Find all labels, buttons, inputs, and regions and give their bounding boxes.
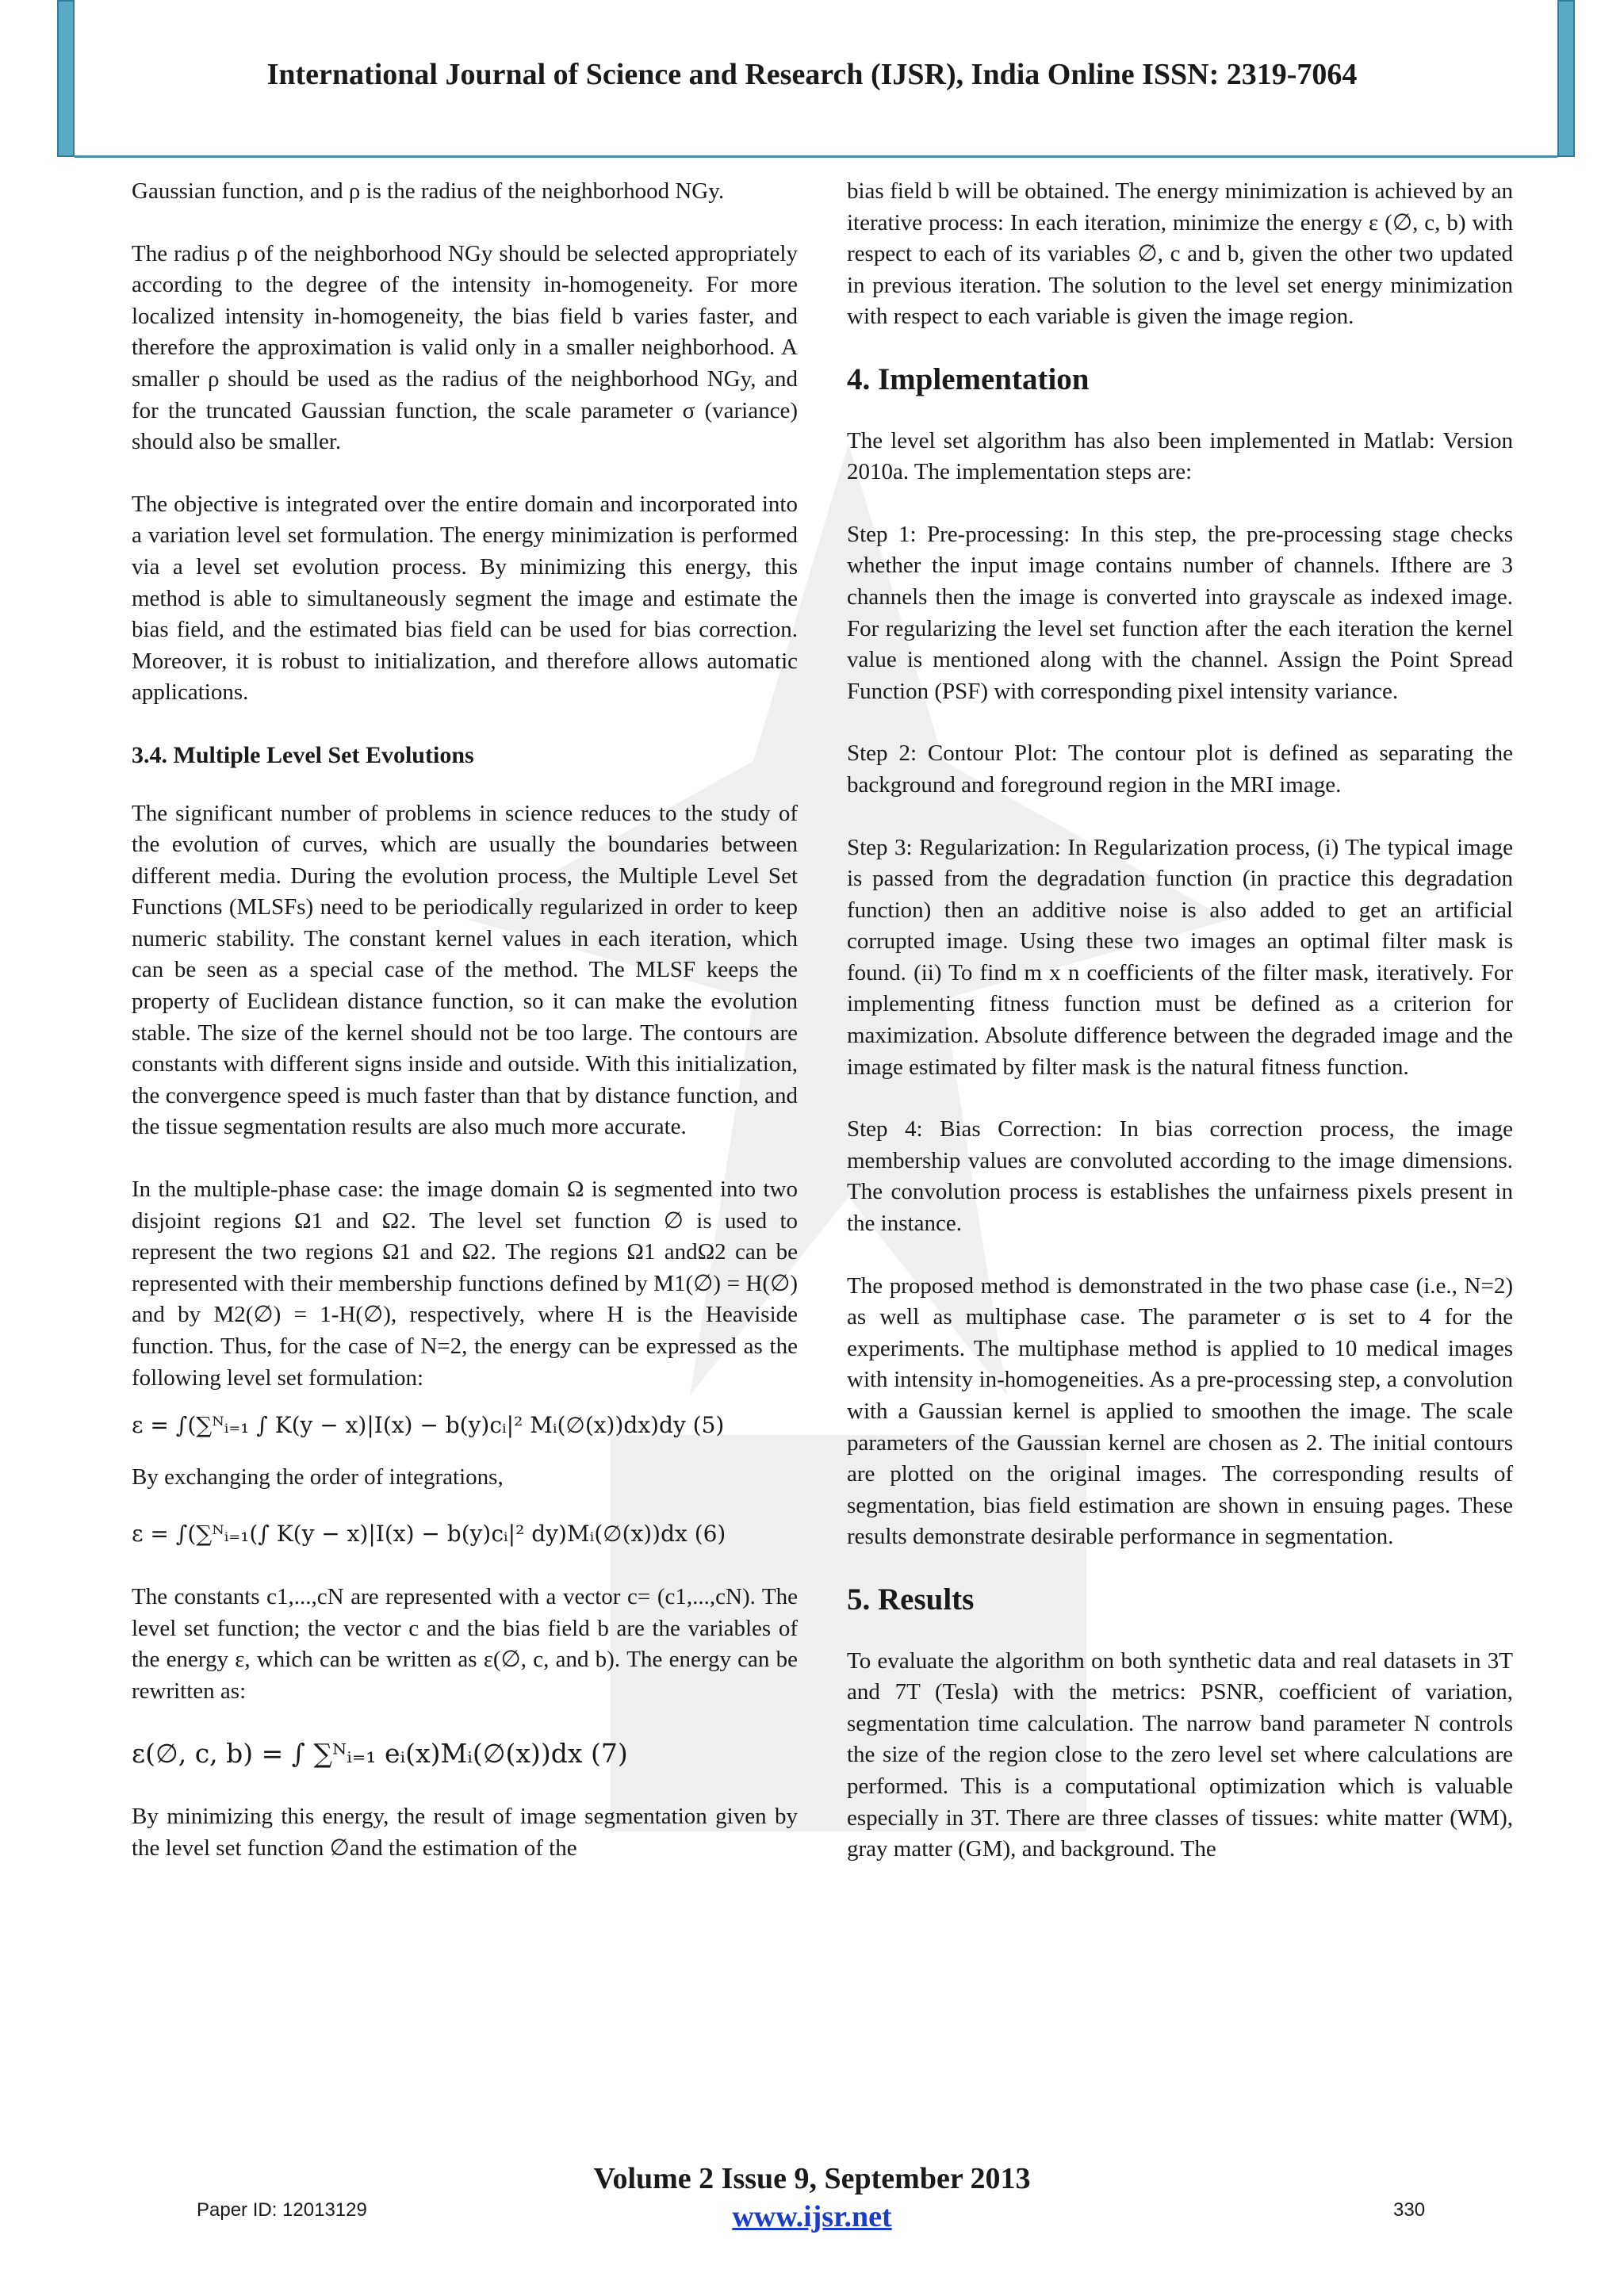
equation-7: ε(∅, c, b) = ∫ ∑ᴺᵢ₌₁ eᵢ(x)Mᵢ(∅(x))dx (7)	[132, 1738, 628, 1770]
equation-6: ε = ∫(∑ᴺᵢ₌₁(∫ K(y − x)|I(x) − b(y)cᵢ|² dy)Mᵢ(∅(x))dx (6)	[132, 1521, 726, 1548]
journal-title: International Journal of Science and Research (IJSR), India Online ISSN: 2319-7064	[266, 58, 1358, 91]
section-heading: 3.4. Multiple Level Set Evolutions	[132, 741, 474, 768]
equation-5: ε = ∫(∑ᴺᵢ₌₁ ∫ K(y − x)|I(x) − b(y)cᵢ|² Mᵢ(∅(x))dx)dy (5)	[132, 1412, 725, 1439]
paragraph: bias field b will be obtained. The energy minimization is achieved by an iterative process: In each iteration, minimize the energy ε (∅, c, b) with respect to each of its variables ∅, c and b, given the other two updated in previous iteration. The solution to the level set energy minimization with respect to each variable is given the image region.	[847, 178, 1513, 330]
paragraph: Step 4: Bias Correction: In bias correction process, the image membership values are convoluted according to the image dimensions. The convolution process is establishes the unfairness pixels present in the instance.	[847, 1116, 1513, 1237]
paragraph: By minimizing this energy, the result of image segmentation given by the level set function ∅and the estimation of the	[132, 1803, 798, 1861]
paragraph: To evaluate the algorithm on both synthetic data and real datasets in 3T and 7T (Tesla) with the metrics: PSNR, coefficient of variation, segmentation time calculation. The narrow band parameter N controls the size of the region close to the zero level set where calculations are performed. This is a computational optimization which is valuable especially in 3T. There are three classes of tissues: white matter (WM), gray matter (GM), and background. The	[847, 1647, 1513, 1862]
paragraph: Step 1: Pre-processing: In this step, the pre-processing stage checks whether the input image contains number of channels. Ifthere are 3 channels then the image is converted into grayscale as indexed image. For regularizing the level set function after the each iteration the kernel value is mentioned along with the channel. Assign the Point Spread Function (PSF) with corresponding pixel intensity variance.	[847, 521, 1513, 704]
section-heading: 5. Results	[847, 1582, 975, 1617]
paper-id: Paper ID: 12013129	[197, 2199, 367, 2221]
footer-url-link[interactable]: www.ijsr.net	[732, 2200, 892, 2233]
paragraph: The radius ρ of the neighborhood NGy should be selected appropriately according to the degree of the intensity in-homogeneity. For more localized intensity in-homogeneity, the bias field b varies faster, and therefore the approximation is valid only in a smaller neighborhood. A smaller ρ should be used as the radius of the neighborhood NGy, and for the truncated Gaussian function, the scale parameter σ (variance) should also be smaller.	[132, 240, 798, 455]
paragraph: The objective is integrated over the entire domain and incorporated into a variation level set formulation. The energy minimization is performed via a level set evolution process. By minimizing this energy, this method is able to simultaneously segment the image and estimate the bias field, and the estimated bias field can be used for bias correction. Moreover, it is robust to initialization, and therefore allows automatic applications.	[132, 491, 798, 706]
paragraph: In the multiple-phase case: the image domain Ω is segmented into two disjoint regions Ω1 and Ω2. The level set function ∅ is used to represent the two regions Ω1 and Ω2. The regions Ω1 andΩ2 can be represented with their membership functions defined by M1(∅) = H(∅) and by M2(∅) = 1-H(∅), respectively, where H is the Heaviside function. Thus, for the case of N=2, the energy can be expressed as the following level set formulation:	[132, 1177, 798, 1391]
footer-volume: Volume 2 Issue 9, September 2013	[593, 2162, 1031, 2195]
left-column	[132, 176, 798, 1895]
paragraph: The level set algorithm has also been implemented in Matlab: Version 2010a. The implementation steps are:	[847, 427, 1513, 485]
header-rule	[75, 155, 1557, 158]
right-column	[847, 176, 1513, 1896]
paragraph: The proposed method is demonstrated in the two phase case (i.e., N=2) as well as multiphase case. The parameter σ is set to 4 for the experiments. The multiphase method is applied to 10 medical images with intensity in-homogeneities. As a pre-processing step, a convolution with a Gaussian kernel is applied to smoothen the image. The scale parameters of the Gaussian kernel are chosen as 2. The initial contours are plotted on the original images. The corresponding results of segmentation, bias field estimation are shown in ensuing pages. These results demonstrate desirable performance in segmentation.	[847, 1272, 1513, 1550]
paragraph: Step 3: Regularization: In Regularization process, (i) The typical image is passed from the degradation function (in practice this degradation function) then an additive noise is also added to get an artificial corrupted image. Using these two images an optimal filter mask is found. (ii) To find m x n coefficients of the filter mask, iteratively. For implementing fitness function must be defined as a criterion for maximization. Absolute difference between the degraded image and the image estimated by filter mask is the natural fitness function.	[847, 834, 1513, 1080]
paragraph: By exchanging the order of integrations,	[132, 1464, 504, 1490]
paragraph: Gaussian function, and ρ is the radius of the neighborhood NGy.	[132, 178, 725, 204]
paragraph: The constants c1,...,cN are represented with a vector c= (c1,...,cN). The level set function; the vector c and the bias field b are the variables of the energy ε, which can be written as ε(∅, c, and b). The energy can be rewritten as:	[132, 1583, 798, 1704]
page-number: 330	[1393, 2199, 1426, 2221]
section-heading: 4. Implementation	[847, 362, 1090, 396]
paragraph: Step 2: Contour Plot: The contour plot is defined as separating the background and foreground region in the MRI image.	[847, 740, 1513, 798]
paragraph: The significant number of problems in science reduces to the study of the evolution of curves, which are usually the boundaries between different media. During the evolution process, the Multiple Level Set Functions (MLSFs) need to be periodically regularized in order to keep numeric stability. The constant kernel values in each iteration, which can be seen as a special case of the method. The MLSF keeps the property of Euclidean distance function, so it can make the evolution stable. The size of the kernel should not be too large. The contours are constants with different signs inside and outside. With this initialization, the convergence speed is much faster than that by distance function, and the tissue segmentation results are also much more accurate.	[132, 800, 798, 1140]
